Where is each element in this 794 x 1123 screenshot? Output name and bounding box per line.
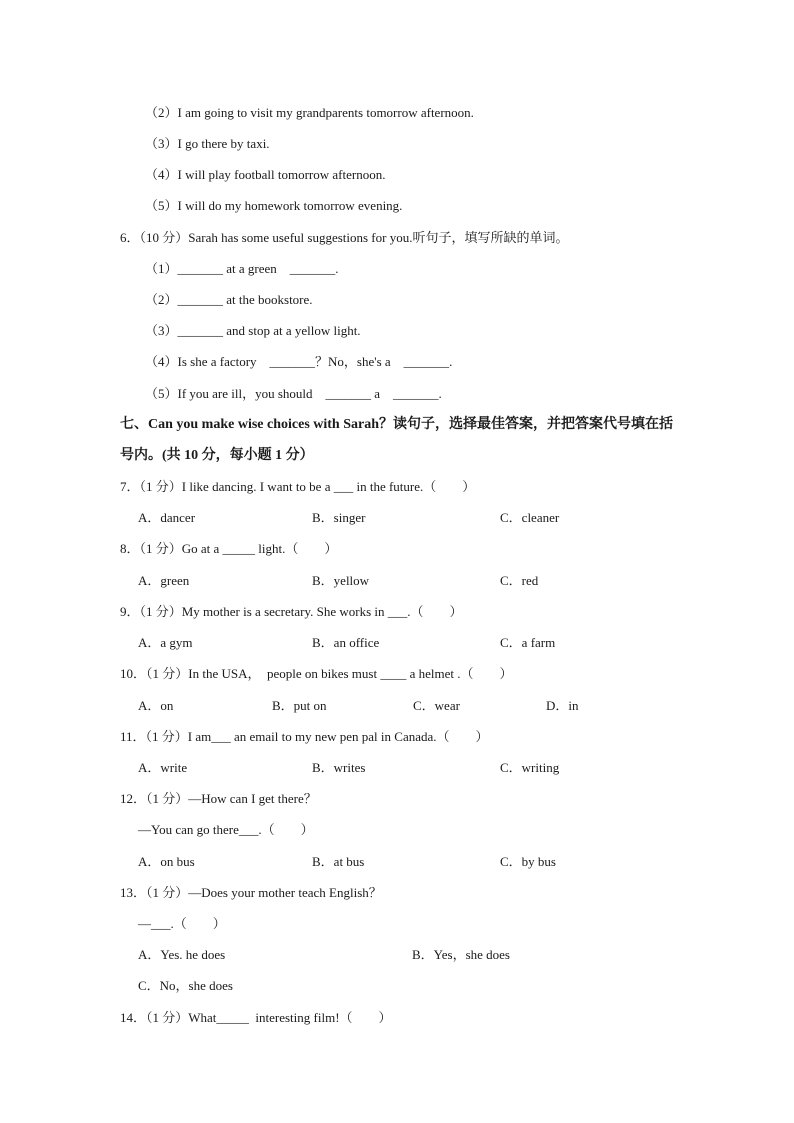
question-10-options xyxy=(0,697,794,715)
section-7-heading: 七、Can you make wise choices with Sarah？读句子，选择最佳答案，并把答案代号填在括 xyxy=(120,417,674,432)
listening-item: （5）I will do my homework tomorrow evening. xyxy=(145,198,403,213)
q6-item: （1）_______ at a green _______. xyxy=(145,261,339,276)
question-13-options-row2 xyxy=(0,977,794,995)
section-7-heading-cont: 号内。(共 10 分，每小题 1 分） xyxy=(120,448,314,463)
listening-item: （3）I go there by taxi. xyxy=(145,136,270,151)
question-6-stem: 6．（10 分）Sarah has some useful suggestions for you.听句子，填写所缺的单词。 xyxy=(120,230,569,245)
option-b: B．put on xyxy=(272,698,327,713)
option-a: A．on xyxy=(138,698,174,713)
option-a: A．a gym xyxy=(138,635,193,650)
question-11-stem: 11．（1 分）I am___ an email to my new pen pal in Canada.（ ） xyxy=(120,729,489,744)
question-13-stem: 13．（1 分）—Does your mother teach English？ xyxy=(120,885,382,900)
question-9-options xyxy=(0,634,794,652)
option-c: C．by bus xyxy=(500,854,556,869)
option-b: B．Yes，she does xyxy=(412,947,510,962)
q6-item: （3）_______ and stop at a yellow light. xyxy=(145,323,361,338)
question-12-sub: —You can go there___.（ ） xyxy=(138,822,314,837)
question-8-options xyxy=(0,572,794,590)
option-a: A．write xyxy=(138,760,188,775)
question-7-stem: 7．（1 分）I like dancing. I want to be a ___ in the future.（ ） xyxy=(120,479,476,494)
listening-item: （2）I am going to visit my grandparents tomorrow afternoon. xyxy=(145,105,474,120)
option-a: A．on bus xyxy=(138,854,195,869)
question-11-options xyxy=(0,759,794,777)
option-a: A．Yes. he does xyxy=(138,947,226,962)
option-c: C．writing xyxy=(500,760,560,775)
listening-item: （4）I will play football tomorrow afternoon. xyxy=(145,167,386,182)
option-d: D．in xyxy=(546,698,579,713)
option-c: C．cleaner xyxy=(500,510,560,525)
question-9-stem: 9．（1 分）My mother is a secretary. She works in ___.（ ） xyxy=(120,604,463,619)
option-a: A．dancer xyxy=(138,510,196,525)
option-c: C．No，she does xyxy=(138,978,233,993)
question-10-stem: 10．（1 分）In the USA， people on bikes must ____ a helmet .（ ） xyxy=(120,666,513,681)
option-b: B．yellow xyxy=(312,573,370,588)
question-12-options xyxy=(0,853,794,871)
option-a: A．green xyxy=(138,573,190,588)
question-12-stem: 12．（1 分）—How can I get there？ xyxy=(120,791,317,806)
q6-item: （4）Is she a factory _______？No，she's a _______. xyxy=(145,354,453,369)
question-13-options-row1 xyxy=(0,946,794,964)
question-8-stem: 8．（1 分）Go at a _____ light.（ ） xyxy=(120,541,338,556)
option-c: C．a farm xyxy=(500,635,556,650)
option-b: B．an office xyxy=(312,635,380,650)
option-c: C．red xyxy=(500,573,539,588)
option-b: B．singer xyxy=(312,510,366,525)
option-b: B．at bus xyxy=(312,854,365,869)
option-b: B．writes xyxy=(312,760,366,775)
q6-item: （2）_______ at the bookstore. xyxy=(145,292,313,307)
q6-item: （5）If you are ill，you should _______ a _______. xyxy=(145,386,442,401)
question-14-stem: 14．（1 分）What_____ interesting film!（ ） xyxy=(120,1010,392,1025)
question-7-options xyxy=(0,509,794,527)
question-13-sub: —___.（ ） xyxy=(138,916,226,931)
option-c: C．wear xyxy=(413,698,460,713)
